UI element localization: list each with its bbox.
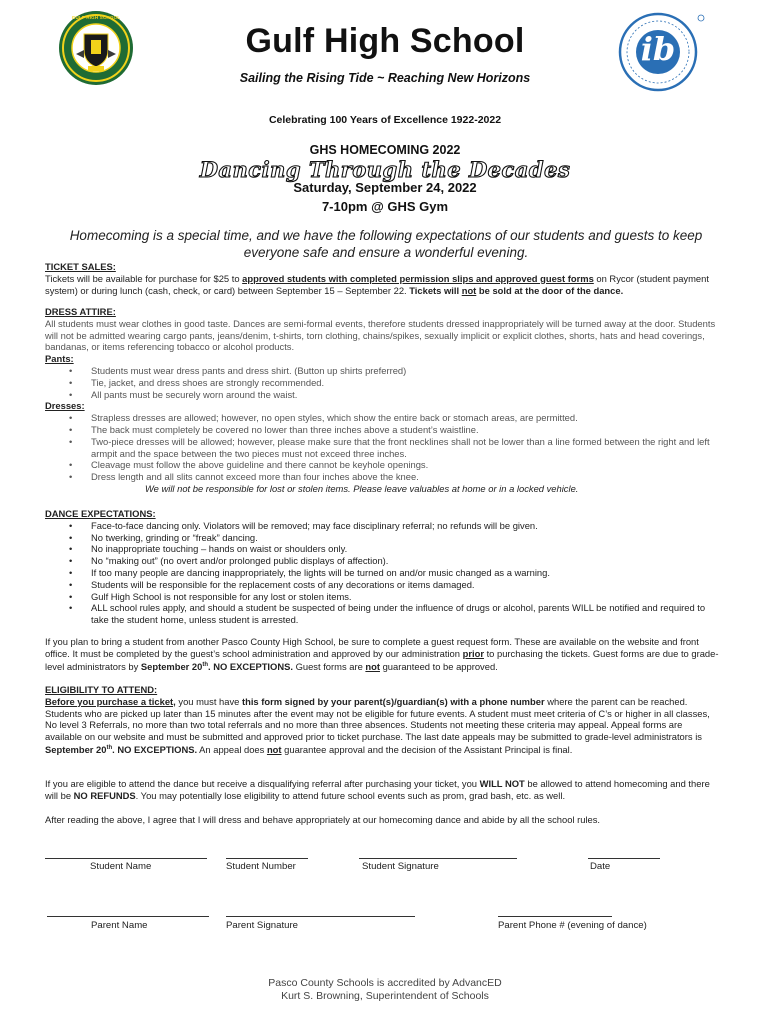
pants-list	[45, 365, 721, 400]
parent-signature-line[interactable]	[226, 916, 415, 917]
dress-attire-heading: DRESS ATTIRE:	[45, 306, 116, 317]
eligibility-heading: ELIGIBILITY TO ATTEND:	[45, 684, 158, 695]
guest-text-9: guaranteed to be approved.	[379, 660, 498, 672]
list-item: • No inappropriate touching – hands on waist or shoulders only.	[91, 543, 721, 555]
ticket-sales-text	[45, 273, 721, 297]
centennial-banner: Celebrating 100 Years of Excellence 1922-2022	[268, 114, 502, 126]
student-number-line[interactable]	[226, 858, 308, 859]
ticket-text-1: Tickets will be available for purchase for $25 to	[45, 272, 243, 284]
student-name-label: Student Name	[90, 861, 152, 872]
guest-no-exceptions: . NO EXCEPTIONS.	[208, 660, 293, 672]
guest-prior-emphasis: prior	[462, 647, 484, 659]
intro-paragraph: Homecoming is a special time, and we have the following expectations of our students and guests to keep everyone safe and ensure a wonderful evening.	[69, 228, 703, 260]
footer-superintendent: Kurt S. Browning, Superintendent of Schools	[281, 990, 489, 1002]
student-signature-line[interactable]	[359, 858, 517, 859]
guest-text-3: to purchasing the tickets. Guest forms are due to grade-level administrators by	[45, 647, 719, 672]
eligibility-deadline-suffix: th	[106, 744, 113, 751]
guest-deadline-suffix: th	[202, 661, 209, 668]
list-item: • Dress length and all slits cannot exceed more than four inches above the knee.	[91, 471, 721, 483]
ticket-not-emphasis: not	[461, 284, 477, 296]
dance-expectations-section	[45, 508, 721, 626]
parent-phone-line[interactable]	[498, 916, 612, 917]
list-item: • Strapless dresses are allowed; however, no open styles, which show the entire back or stomach areas, are permitted.	[91, 412, 721, 424]
student-number-label: Student Number	[226, 861, 296, 872]
event-theme: Dancing Through the Decades	[199, 157, 571, 182]
parent-name-line[interactable]	[47, 916, 209, 917]
eligibility-deadline: September 20	[45, 744, 107, 756]
school-name: Gulf High School	[245, 22, 525, 60]
guest-form-paragraph	[45, 636, 721, 673]
refund-no-refunds: NO REFUNDS	[73, 789, 136, 801]
ticket-text-3: on Rycor (student payment system) or during lunch (cash, check, or card) between September 15 – September 22.	[45, 272, 709, 296]
eligibility-text-10: guarantee approval and the decision of the Assistant Principal is final.	[281, 744, 573, 756]
event-title: GHS HOMECOMING 2022	[309, 143, 461, 157]
student-name-line[interactable]	[45, 858, 207, 859]
list-item: • No twerking, grinding or “freak” dancing.	[91, 532, 721, 544]
refund-text-3: be allowed to attend homecoming and there will be	[45, 778, 710, 801]
expectations-list	[45, 520, 721, 626]
crest-text: GULF HIGH SCHOOL	[71, 15, 121, 20]
list-item: • Students will be responsible for the replacement costs of any decorations or items damaged.	[91, 579, 721, 591]
dance-expectations-heading: DANCE EXPECTATIONS:	[45, 508, 156, 519]
dress-attire-intro: All students must wear clothes in good taste. Dances are semi-formal events, therefore students dressed inappropriately will be turned away at the door. Students will not be admitted wearing cargo pants, jeans/denim, t-shirts, torn clothing, chains/spikes, sexually implicit or explicit clothes, shorts, hats and head coverings, bandanas, or items referencing tobacco or alcohol products.	[45, 317, 716, 353]
dresses-label: Dresses:	[45, 400, 85, 412]
list-item: • The back must completely be covered no lower than three inches above a student’s waistline.	[91, 424, 721, 436]
ticket-sales-section	[45, 261, 721, 296]
list-item: • No “making out” (no overt and/or prolonged public displays of affection).	[91, 555, 721, 567]
footer-accreditation: Pasco County Schools is accredited by AdvancED	[268, 977, 502, 989]
refund-text-1: If you are eligible to attend the dance but receive a disqualifying referral after purchasing your ticket, you	[45, 778, 480, 789]
guest-not-emphasis: not	[365, 660, 380, 672]
footer	[0, 977, 770, 1003]
list-item: • Students must wear dress pants and dress shirt. (Button up shirts preferred)	[91, 365, 721, 377]
eligibility-not-emphasis: not	[266, 744, 282, 756]
ticket-text-4: Tickets will	[409, 284, 462, 296]
school-motto: Sailing the Rising Tide ~ Reaching New Horizons	[239, 71, 531, 85]
eligibility-form-emphasis: this form signed by your parent(s)/guardian(s) with a phone number	[241, 695, 545, 707]
list-item: • Cleavage must follow the above guideline and there cannot be keyhole openings.	[91, 459, 721, 471]
ticket-eligibility-emphasis: approved students with completed permission slips and approved guest forms	[242, 272, 594, 284]
ib-logo-text: ib	[640, 30, 676, 68]
ticket-text-6: be sold at the door of the dance.	[476, 284, 624, 296]
parent-phone-label: Parent Phone # (evening of dance)	[498, 920, 647, 931]
student-signature-label: Student Signature	[362, 861, 439, 872]
event-date: Saturday, September 24, 2022	[293, 180, 477, 195]
list-item: • All pants must be securely worn around the waist.	[91, 389, 721, 401]
guest-text-7: Guest forms are	[292, 660, 366, 672]
list-item: • ALL school rules apply, and should a student be suspected of being under the influence of drugs or alcohol, parents WILL be notified and required to take the student home, unless student is arrested.	[91, 602, 721, 626]
refund-paragraph	[45, 778, 721, 802]
list-item: • Two-piece dresses will be allowed; however, please make sure that the front necklines shall not be lower than a line formed between the right and left armpit and the space between the two pieces must not exceed three inches.	[91, 436, 721, 460]
eligibility-text	[45, 696, 721, 756]
dresses-list	[45, 412, 721, 483]
eligibility-text-4: where the parent can be reached. Students who are picked up later than 15 minutes after the event may not be eligible for future events. A student must meet criteria of C’s or higher in all classes, No level 3 Referrals, no more than two total referrals and no more than three absences. Students not meeting these criteria may appeal. Appeal forms are available on our website and must be submitted and approved prior to ticket purchase. The last date appeals may be submitted to grade-level administrators is	[45, 695, 710, 743]
eligibility-text-8: An appeal does	[197, 744, 267, 756]
eligibility-section	[45, 684, 721, 756]
list-item: • Tie, jacket, and dress shoes are strongly recommended.	[91, 377, 721, 389]
refund-text-5: . You may potentially lose eligibility to attend future school events such as prom, grad bash, etc. as well.	[135, 789, 566, 801]
agreement-statement: After reading the above, I agree that I will dress and behave appropriately at our homecoming dance and abide by all the school rules.	[45, 814, 601, 825]
list-item: • If too many people are dancing inappropriately, the lights will be turned on and/or music changed as a warning.	[91, 567, 721, 579]
refund-will-not: WILL NOT	[479, 778, 525, 789]
ticket-sales-heading: TICKET SALES:	[45, 261, 116, 272]
date-line[interactable]	[588, 858, 660, 859]
event-time: 7-10pm @ GHS Gym	[321, 199, 449, 214]
eligibility-text-1: Before you purchase a ticket,	[45, 695, 176, 707]
eligibility-text-2: you must have	[175, 695, 242, 707]
guest-deadline: September 20	[140, 660, 203, 672]
date-label: Date	[590, 861, 611, 872]
pants-label: Pants:	[45, 353, 74, 365]
dress-attire-section	[45, 306, 721, 495]
eligibility-no-exceptions: . NO EXCEPTIONS.	[112, 744, 198, 756]
lost-items-note: We will not be responsible for lost or stolen items. Please leave valuables at home or in a locked vehicle.	[145, 482, 579, 494]
guest-text-1: If you plan to bring a student from another Pasco County High School, be sure to complete a guest request form. These are available on the website and front office. It must be completed by the guest’s school administration and approved by our administration	[45, 636, 699, 659]
list-item: • Face-to-face dancing only. Violators will be removed; may face disciplinary referral; no refunds will be given.	[91, 520, 721, 532]
parent-signature-label: Parent Signature	[226, 920, 298, 931]
parent-name-label: Parent Name	[91, 920, 148, 931]
list-item: • Gulf High School is not responsible for any lost or stolen items.	[91, 591, 721, 603]
